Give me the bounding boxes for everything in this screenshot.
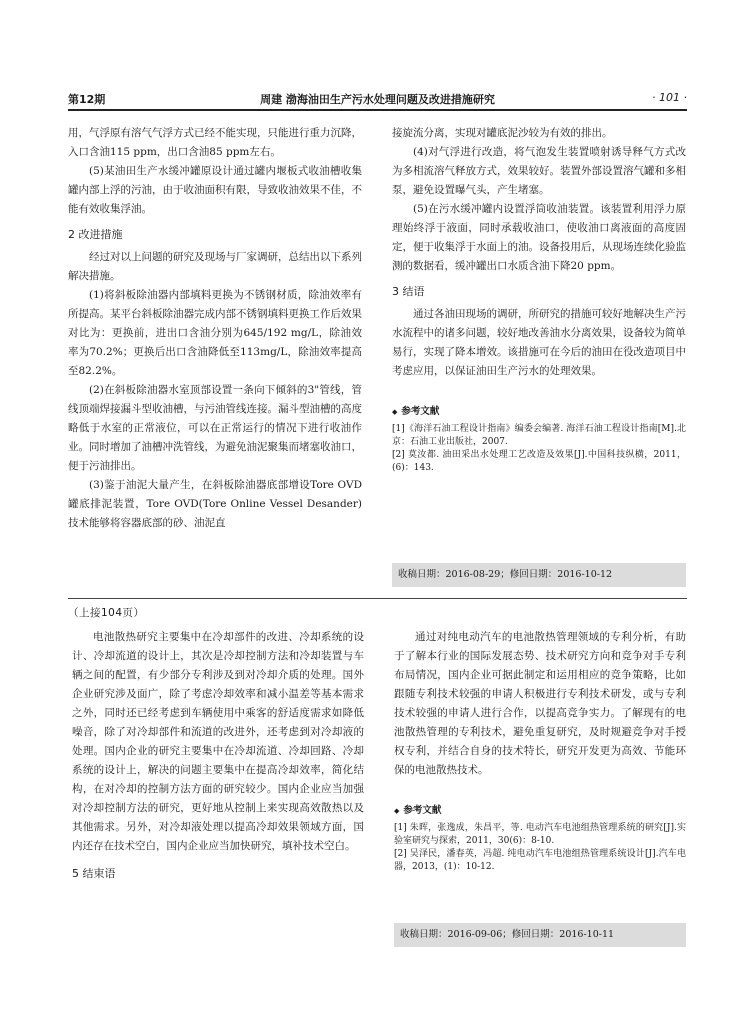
paragraph: (1)将斜板除油器内部填料更换为不锈钢材质，除油效率有所提高。某平台斜板除油器完成内部不锈钢填料更换工作后效果对比为：更换前，进出口含油分别为645/192 mg/L，除油效率为70.2%；更换后出口含油降低至113mg/L，除油效率提高至82.2%。	[68, 289, 362, 377]
upper-right-column	[392, 124, 686, 475]
lower-right-column	[394, 628, 686, 874]
article-separator	[68, 598, 687, 599]
received-dates: 收稿日期：2016-09-06；修回日期：2016-10-11	[394, 923, 686, 947]
continuation-label: （上接104页）	[68, 607, 145, 619]
references-title: ◆ 参考文献	[392, 406, 440, 417]
issue-label: 第12期	[68, 93, 106, 106]
references	[392, 405, 686, 475]
page-number: · 101 ·	[652, 91, 687, 104]
reference-item: [1] 朱晖，张逸成，朱昌平，等. 电动汽车电池组热管理系统的研究[J].实验室研究与探索，2011，30(6)：8-10.	[394, 823, 686, 846]
paragraph: 经过对以上问题的研究及现场与厂家调研，总结出以下系列解决措施。	[68, 251, 362, 282]
received-dates: 收稿日期：2016-08-29；修回日期：2016-10-12	[392, 563, 686, 587]
reference-item: [1]《海洋石油工程设计指南》编委会编著. 海洋石油工程设计指南[M].北京：石油工业出版社，2007.	[392, 424, 686, 447]
lower-left-column	[72, 628, 364, 887]
paragraph: (3)鉴于油泥大量产生，在斜板除油器底部增设Tore OVD罐底排泥装置，Tore OVD(Tore Online Vessel Desander)技术能够将容器底部的砂、油泥直	[68, 479, 362, 529]
page-header	[68, 88, 687, 108]
diamond-icon: ◆	[394, 807, 400, 815]
header-rule	[68, 109, 687, 111]
paragraph: (5)在污水缓冲罐内设置浮筒收油装置。该装置利用浮力原理始终浮于液面，同时承载收油口，使收油口离液面的高度固定，便于收集浮于水面上的油。设备投用后，从现场连续化验监测的数据看，缓冲罐出口水质含油下降20 ppm。	[392, 203, 686, 272]
paragraph: (2)在斜板除油器水室顶部设置一条向下倾斜的3"管线，管线顶端焊接漏斗型收油槽，与污油管线连接。漏斗型油槽的高度略低于水室的正常液位，可以在正常运行的情况下进行收油作业。同时增加了油槽冲洗管线，为避免油泥聚集而堵塞收油口，便于污油排出。	[68, 384, 362, 472]
paragraph: 通过对纯电动汽车的电池散热管理领域的专利分析，有助于了解本行业的国际发展态势、技术研究方向和竞争对手专利布局情况，国内企业可据此制定和运用相应的竞争策略，比如跟随专利技术较强的申请人积极进行专利技术研发，或与专利技术较强的申请人进行合作，以提高竞争实力。了解现有的电池散热管理的专利技术，避免重复研究，及时规避竞争对手授权专利，并结合自身的技术特长，研究开发更为高效、节能环保的电池散热技术。	[394, 631, 686, 776]
reference-item: [2] 吴泽民，潘春英，冯超. 纯电动汽车电池组热管理系统设计[J].汽车电器，2013，(1)：10-12.	[394, 849, 686, 872]
reference-item: [2] 莫汝都. 油田采出水处理工艺改造及效果[J].中国科技纵横，2011，(6)：143.	[392, 450, 686, 473]
paragraph: 通过各油田现场的调研，所研究的措施可较好地解决生产污水流程中的诸多问题，较好地改善油水分离效果，设备较为简单易行，实现了降本增效。该措施可在今后的油田在役改造项目中考虑应用，以保证油田生产污水的处理效果。	[392, 308, 686, 377]
references	[394, 804, 686, 874]
section-heading: 3 结语	[392, 285, 425, 298]
references-title: ◆ 参考文献	[394, 805, 442, 816]
paragraph: 用，气浮原有溶气气浮方式已经不能实现，只能进行重力沉降，入口含油115 ppm，出口含油85 ppm左右。	[68, 127, 362, 158]
paragraph: 接旋流分离，实现对罐底泥沙较为有效的排出。	[392, 127, 613, 139]
paragraph: (4)对气浮进行改造，将气泡发生装置喷射诱导释气方式改为多相流溶气释放方式，效果较好。装置外部设置溶气罐和多相泵，避免设置曝气头，产生堵塞。	[392, 146, 686, 196]
diamond-icon: ◆	[392, 408, 398, 416]
paragraph: 电池散热研究主要集中在冷却部件的改进、冷却系统的设计、冷却流道的设计上，其次是冷却控制方法和冷却装置与车辆之间的配置，有少部分专利涉及到对冷却介质的处理。国外企业研究涉及面广，除了考虑冷却效率和减小温差等基本需求之外，同时还已经考虑到车辆使用中乘客的舒适度需求如降低噪音，除了对冷却部件和流道的改进外，还考虑到对冷却液的处理。国内企业的研究主要集中在冷却流道、冷却回路、冷却系统的设计上，解决的问题主要集中在提高冷却效率，简化结构，在对冷却的控制方法方面的研究较少。国内企业应当加强对冷却控制方法的研究，更好地从控制上来实现高效散热以及其他需求。另外，对冷却液处理以提高冷却效果领域方面，国内还存在技术空白，国内企业应当加快研究，填补技术空白。	[72, 631, 364, 852]
section-heading: 5 结束语	[72, 867, 116, 880]
upper-left-column	[68, 124, 362, 533]
section-heading: 2 改进措施	[68, 228, 123, 241]
running-title: 周建 渤海油田生产污水处理问题及改进措施研究	[260, 93, 495, 106]
paragraph: (5)某油田生产水缓冲罐原设计通过罐内堰板式收油槽收集罐内部上浮的污油，由于收油面积有限，导致收油效果不佳，不能有效收集浮油。	[68, 165, 362, 215]
